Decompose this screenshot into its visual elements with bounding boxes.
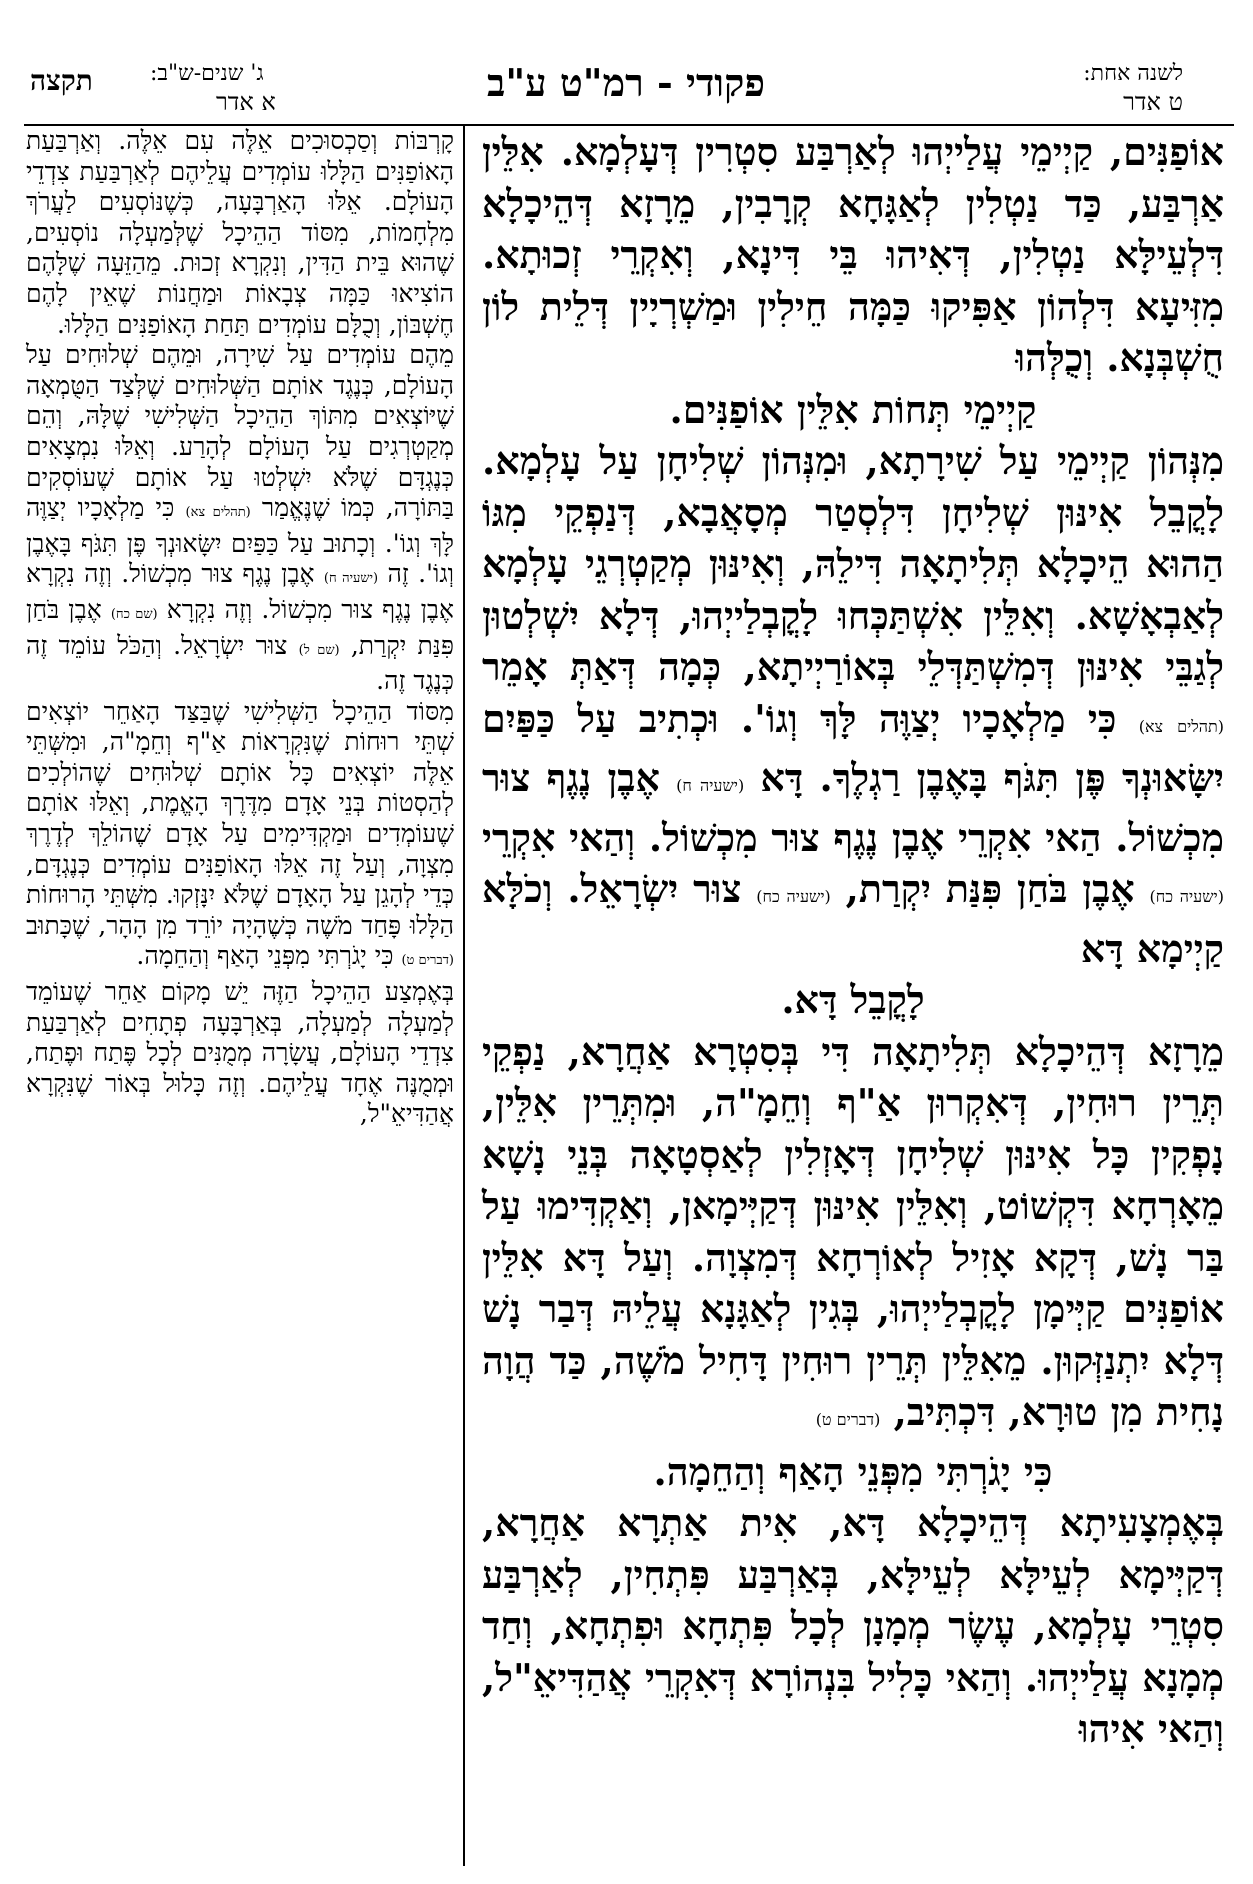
side-s2d-text: אֶבֶן בֹּחַן פִּנַּת יִקְרַת, (26, 594, 454, 660)
column-divider (463, 126, 465, 1866)
main-p2d-text: אֶבֶן בֹּחַן פִּנַּת יִקְרַת, (845, 866, 1135, 911)
header-date-three-years: א אדר (216, 88, 276, 116)
main-paragraph-3 (482, 1026, 1224, 1446)
side-s2b-text: כִּי מַלְאָכָיו יְצַוֶּה לָּךְ וְגוֹ'. וְכָתוּב עַל כַּפַּיִם יִשָּׂאוּנְךָ פֶּן תִּגֹּף בָּאֶבֶן וְגוֹ'. זֶה (26, 493, 454, 589)
main-paragraph-1 (482, 126, 1224, 384)
main-paragraph-2 (482, 435, 1224, 974)
aramaic-text-column (482, 126, 1224, 1755)
main-p2b-text: כִּי מַלְאָכָיו יְצַוֶּה לָּךְ וְגוֹ'. וּכְתִיב עַל כַּפַּיִם יִשָּׂאוּנְךָ פֶּן תִּגֹּף בָּאֶבֶן רַגְלֶךָ. דָּא (482, 695, 1225, 800)
side-paragraph-3 (26, 697, 454, 977)
header-date-one-year: ט אדר (1123, 88, 1183, 116)
page-header (0, 0, 1253, 120)
main-p3-text: מֵרָזָא דְּהֵיכָלָא תְּלִיתָאָה דִּי בְּסִטְרָא אַחֲרָא, נַפְקֵי תְּרֵין רוּחִין, דְּאִקְרוּן אַ"ף וְחֵמָ"ה, וּמִתְּרֵין אִלֵּין, נָפְקִין כָּל אִינּוּן שְׁלִיחָן דְּאָזְלִין לְאַסְטָאָה בְּנֵי נָשָׁא מֵאָרְחָא דִּקְשׁוֹט, וְאִלֵּין אִינּוּן דְּקַיְּימָאן, וְאַקְדִּימוּ עַל בַּר נָשׁ, דְּקָא אָזִיל לְאוֹרְחָא דְּמִצְוָה. וְעַל דָּא אִלֵּין אוֹפַנִּים קַיְּימָן לָקֳבְלַייְהוּ, בְּגִין לְאַגָּנָא עֲלֵיהּ דְּבַר נָשׁ דְּלָא יִתְנַזְּקוּן. מֵאִלֵּין תְּרֵין רוּחִין דָּחִיל מֹשֶׁה, כַּד הֲוָה נָחִית מִן טוּרָא, דִּכְתִּיב, (482, 1028, 1224, 1434)
side-s3-ref: (דברים ט) (401, 953, 454, 969)
main-p3-ref: (דברים ט) (815, 1410, 881, 1429)
main-paragraph-1-end (482, 384, 1224, 436)
side-s1-text: קָרְבּוֹת וְסַכְסוּכִים אֵלֶּה עִם אֵלֶּה. וְאַרְבַּעַת הָאוֹפַנִּים הַלָּלוּ עוֹמְדִים עֲלֵיהֶם לְאַרְבַּעַת צִדְדֵי הָעוֹלָם. אֵלּוּ הָאַרְבָּעָה, כְּשֶׁנּוֹסְעִים לַעֲרֹךְ מִלְחָמוֹת, מִסּוֹד הַהֵיכָל שֶׁלְּמַעְלָה נוֹסְעִים, שֶׁהוּא בֵּית הַדִּין, וְנִקְרָא זְכוּת. מֵהַזֵּעָה שֶׁלָּהֶם הוֹצִיאוּ כַּמָּה צְבָאוֹת וּמַחֲנוֹת שֶׁאֵין לָהֶם חֶשְׁבּוֹן, וְכֻלָּם עוֹמְדִים תַּחַת הָאוֹפַנִּים הַלָּלוּ. (26, 126, 454, 339)
main-p2-end-text: לָקֳבֵל דָּא. (781, 977, 925, 1022)
side-paragraph-1 (26, 126, 454, 340)
main-p2-text: מִנְּהוֹן קַיְימֵי עַל שִׁירָתָא, וּמִנְּהוֹן שְׁלִיחָן עַל עָלְמָא. לָקֳבֵל אִינּוּן שְׁלִיחָן דִּלְסְטַר מְסָאֲבָא, דְּנַפְקֵי מִגּוֹ הַהוּא הֵיכָלָא תְּלִיתָאָה דִּילֵהּ, וְאִינּוּן מְקַטְרְגֵי עָלְמָא לְאַבְאָשָׁא. וְאִלֵּין אִשְׁתַּכְּחוּ לָקֳבְלַייְהוּ, דְּלָא יִשְׁלְטוּן לְגַבֵּי אִינּוּן דְּמִשְׁתַּדְּלֵי בְּאוֹרַיְיתָא, כְּמָה דְּאַתְּ אָמֵר (482, 438, 1224, 689)
main-p2-ref-2: (ישעיה ח) (676, 776, 745, 795)
main-p1-text: אוֹפַנִּים, קַיְימֵי עֲלַייְהוּ לְאַרְבַּע סִטְרִין דְּעָלְמָא. אִלֵּין אַרְבַּע, כַּד נַטְלִין לְאַגָּחָא קְרָבִין, מֵרָזָא דְּהֵיכָלָא דִּלְעֵילָּא נַטְלִין, דְּאִיהוּ בֵּי דִּינָא, וְאִקְרֵי זְכוּתָא. מִזִּיעָא דִּלְהוֹן אַפִּיקוּ כַּמָּה חֵילִין וּמַשְׁרְיָין דְּלֵית לוֹן חֻשְׁבְּנָא. וְכֻלְּהוּ (482, 129, 1224, 380)
main-paragraph-4 (482, 1497, 1224, 1755)
main-paragraph-2-end (482, 974, 1224, 1026)
side-paragraph-2 (26, 340, 454, 697)
side-s2e-text: צוּר יִשְׂרָאֵל. וְהַכֹּל עוֹמֵד זֶה כְּנֶגֶד זֶה. (26, 630, 454, 696)
header-study-plan-three-years: ג' שנים-ש"ב: (150, 61, 264, 86)
main-p2e-text: צוּר יִשְׂרָאֵל. וְכֹלָּא קַיְימָא דָּא (482, 866, 1224, 971)
main-p2c-text: אֶבֶן נֶגֶף צוּר מִכְשׁוֹל. הַאי אִקְרֵי אֶבֶן נֶגֶף צוּר מִכְשׁוֹל. וְהַאי אִקְרֵי (482, 755, 1224, 860)
side-s3-text: מִסּוֹד הַהֵיכָל הַשְּׁלִישִׁי שֶׁבַּצַּד הָאַחֵר יוֹצְאִים שְׁתֵּי רוּחוֹת שֶׁנִּקְרָאוֹת אַ"ף וְחֵמָ"ה, וּמִשְּׁתֵּי אֵלֶּה יוֹצְאִים כָּל אוֹתָם שְׁלוּחִים שֶׁהוֹלְכִים לְהַסְטוֹת בְּנֵי אָדָם מִדֶּרֶךְ הָאֱמֶת, וְאֵלּוּ אוֹתָם שֶׁעוֹמְדִים וּמַקְדִּימִים עַל אָדָם שֶׁהוֹלֵךְ לְדֶרֶךְ מִצְוָה, וְעַל זֶה אֵלּוּ הָאוֹפַנִּים עוֹמְדִים כְּנֶגְדָּם, כְּדֵי לְהָגֵן עַל הָאָדָם שֶׁלֹּא יִנָּזְקוּ. מִשְּׁתֵּי הָרוּחוֹת הַלָּלוּ פָּחַד מֹשֶׁה כְּשֶׁהָיָה יוֹרֵד מִן הָהָר, שֶׁכָּתוּב (26, 696, 454, 940)
main-p2-ref-3: (ישעיה כח) (1149, 887, 1224, 906)
main-paragraph-3-end (482, 1446, 1224, 1498)
side-s3b-text: כִּי יָגֹרְתִּי מִפְּנֵי הָאַף וְהַחֵמָה. (136, 941, 394, 971)
side-s2c-text: אֶבֶן נֶגֶף צוּר מִכְשׁוֹל. וְזֶה נִקְרָא אֶבֶן נֶגֶף צוּר מִכְשׁוֹל. וְזֶה נִקְרָא (26, 559, 454, 624)
page-title: פקודי - רמ"ט ע"ב (487, 60, 765, 105)
side-paragraph-4 (26, 977, 454, 1130)
side-s2-text: מֵהֶם עוֹמְדִים עַל שִׁירָה, וּמֵהֶם שְׁלוּחִים עַל הָעוֹלָם, כְּנֶגֶד אוֹתָם הַשְּׁלוּחִים שֶׁלְּצַד הַטֻּמְאָה שֶׁיּוֹצְאִים מִתּוֹךְ הַהֵיכָל הַשְּׁלִישִׁי שֶׁלָּהּ, וְהֵם מְקַטְרְגִים עַל הָעוֹלָם לְהָרַע. וְאֵלּוּ נִמְצָאִים כְּנֶגְדָּם שֶׁלֹּא יִשְׁלְטוּ עַל אוֹתָם שֶׁעוֹסְקִים בַּתּוֹרָה, כְּמוֹ שֶׁנֶּאֱמַר (26, 340, 455, 523)
main-p4-text: בְּאֶמְצָעִיתָא דְּהֵיכָלָא דָּא, אִית אַתְרָא אַחֲרָא, דְּקַיְּימָא לְעֵילָּא לְעֵילָּא, בְּאַרְבַּע פִּתְחִין, לְאַרְבַּע סִטְרֵי עָלְמָא, עֶשֶׂר מְמָנָן לְכָל פִּתְחָא וּפִתְחָא, וְחַד מְמָנָא עֲלַייְהוּ. וְהַאי כָּלִיל בִּנְהוֹרָא דְּאִקְרֵי אֲהַדִּיאֵ"ל, וְהַאי אִיהוּ (482, 1500, 1224, 1751)
side-s2-ref-1: (תהלים צא) (185, 505, 251, 521)
side-s4-text: בְּאֶמְצַע הַהֵיכָל הַזֶּה יֵשׁ מָקוֹם אַחֵר שֶׁעוֹמֵד לְמַעְלָה לְמַעְלָה, בְּאַרְבָּעָה פְתָחִים לְאַרְבַּעַת צִדְדֵי הָעוֹלָם, עֲשָׂרָה מְמֻנִּים לְכָל פֶּתַח וּפֶתַח, וּמְמֻנֶּה אֶחָד עֲלֵיהֶם. וְזֶה כָּלוּל בְּאוֹר שֶׁנִּקְרָא אֲהַדִּיאֵ"ל, (26, 977, 454, 1129)
header-study-plan-one-year: לשנה אחת: (1083, 61, 1183, 86)
main-p2-ref-1: (תהלים צא) (1138, 716, 1224, 736)
hebrew-translation-column (26, 126, 454, 1130)
main-p3-end-text: כִּי יָגֹרְתִּי מִפְּנֵי הָאַף וְהַחֵמָה. (653, 1448, 1053, 1494)
side-s2-ref-4: (שם ל) (298, 642, 340, 658)
side-s2-ref-3: (שם כח) (110, 606, 158, 622)
main-p2-ref-4: (ישעיה כח) (756, 887, 831, 906)
side-s2-ref-2: (ישעיה ח) (323, 571, 379, 587)
main-p1-end-text: קַיְימֵי תְּחוֹת אִלֵּין אוֹפַנִּים. (669, 386, 1037, 432)
page-number: תקצה (30, 64, 93, 97)
